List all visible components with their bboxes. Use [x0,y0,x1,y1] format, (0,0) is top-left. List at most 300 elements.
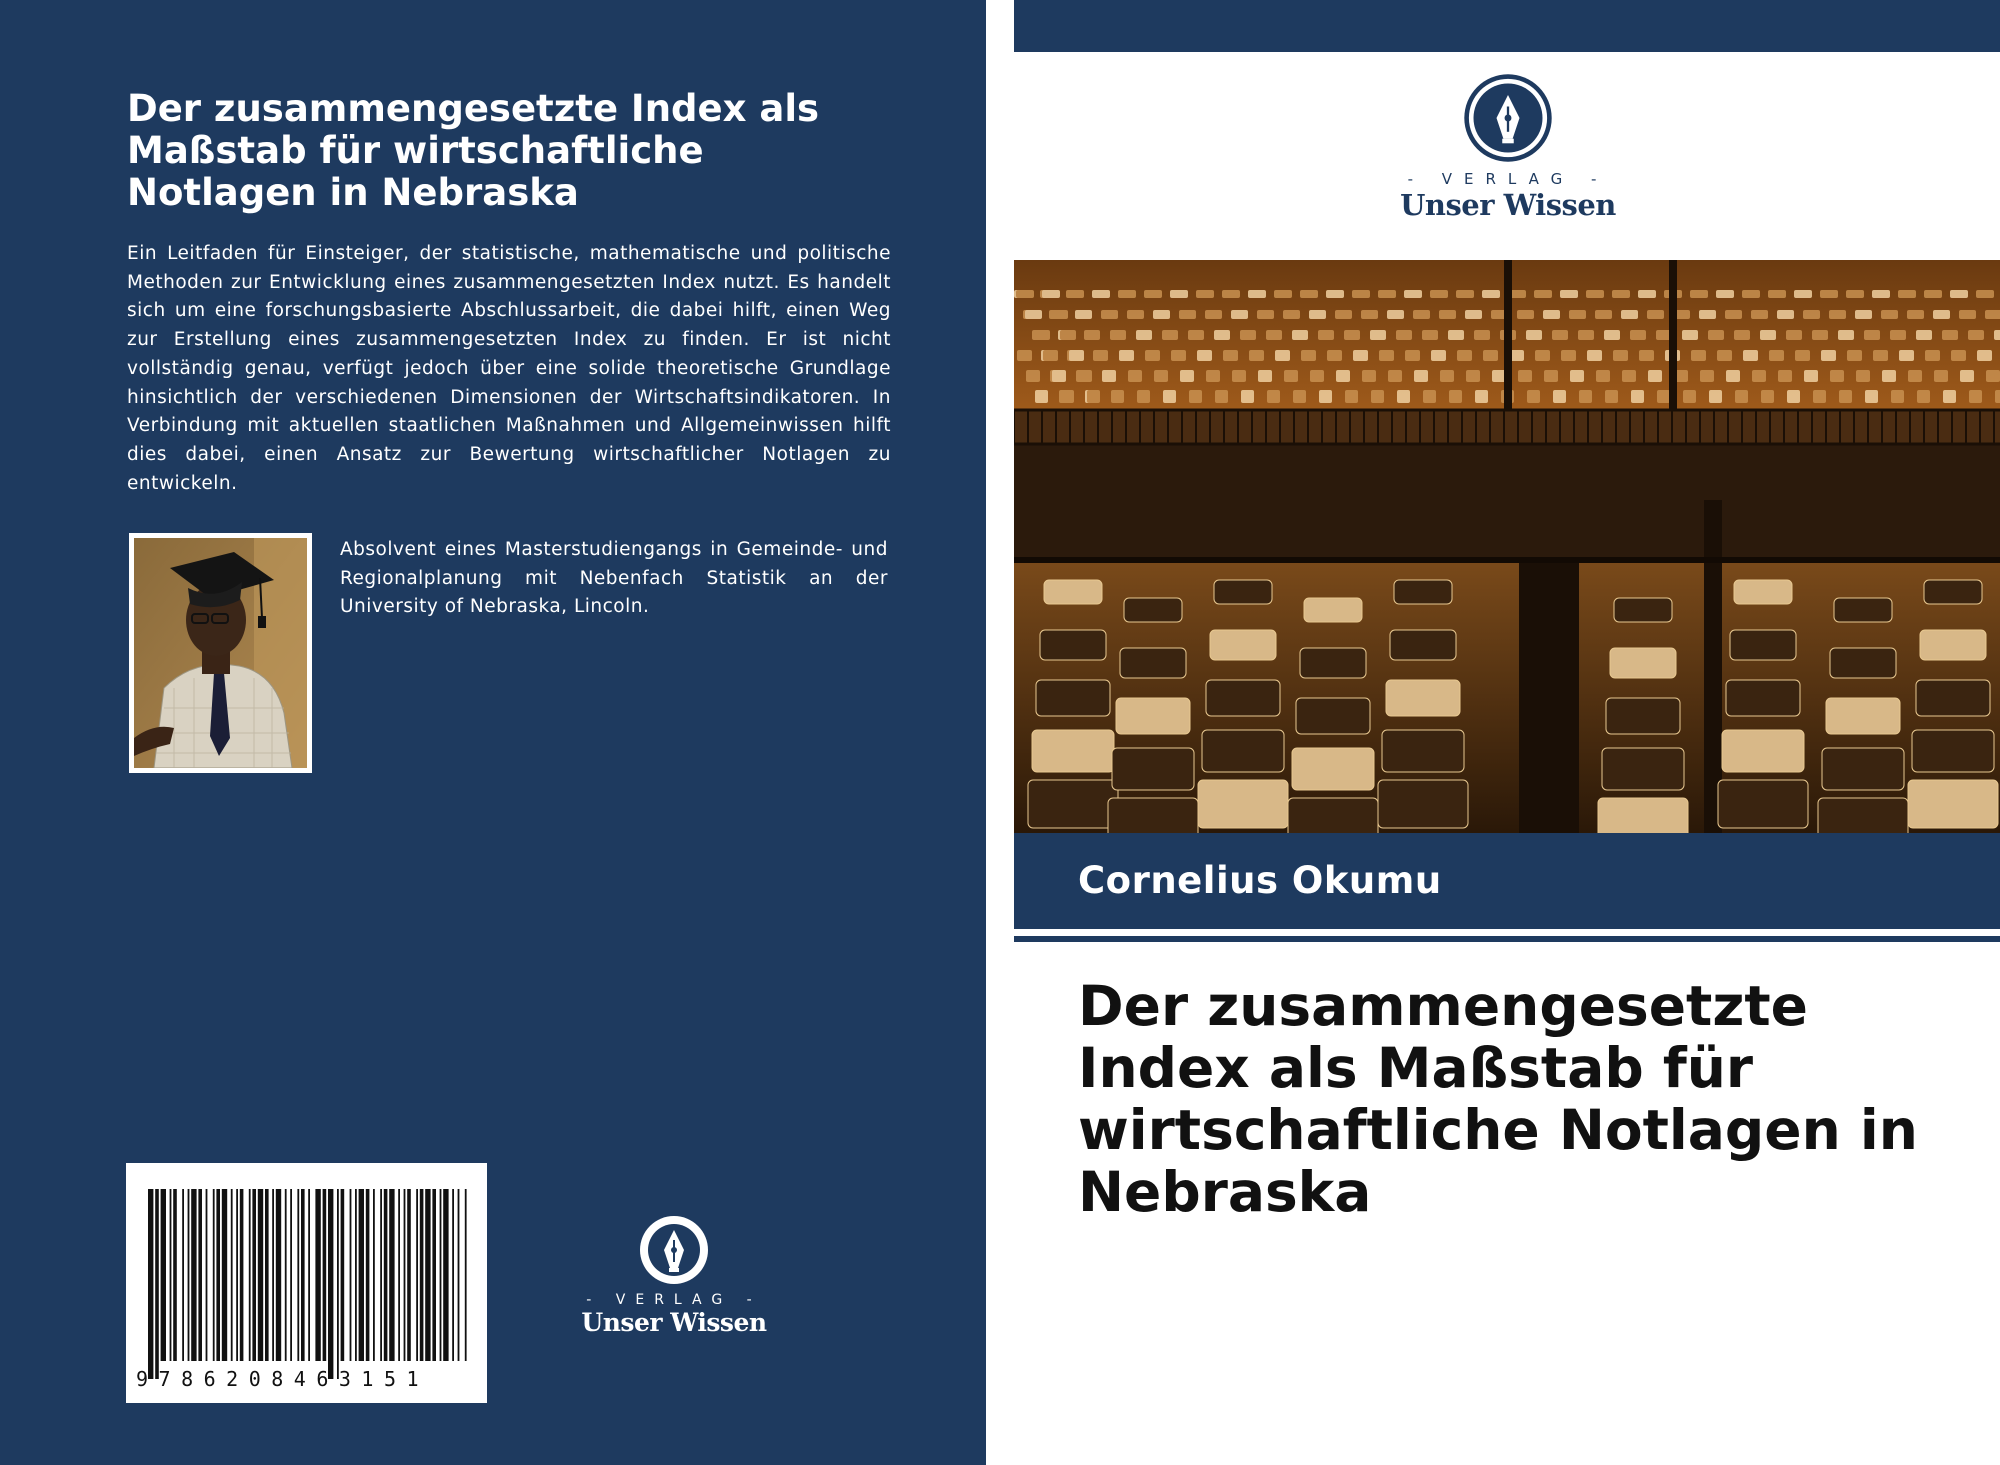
far-car [1257,310,1274,319]
back-logo-verlag: - VERLAG - [586,1292,762,1308]
far-car [1292,330,1308,340]
far-car [1196,290,1214,298]
far-car [1078,370,1092,382]
author-bio: Absolvent eines Masterstudiengangs in Gemeinde- und Regionalplanung mit Nebenfach Statistik an der University of Nebraska, Lincoln. [340,539,888,618]
far-car [1170,290,1188,298]
back-cover-title: Der zusammengesetzte Index als Maßstab für wirtschaftliche Notlagen in Nebraska [127,87,820,214]
far-car [1025,310,1042,319]
far-car [1899,350,1914,361]
far-car [1552,330,1568,340]
front-logo-verlag: - VERLAG - [1407,170,1609,188]
far-car [1060,330,1076,340]
far-car [1205,310,1222,319]
far-car [1761,390,1774,403]
far-car [1691,350,1706,361]
far-car [1518,370,1532,382]
far-car [1016,290,1034,298]
barcode-bar [170,1189,172,1361]
far-car [1839,390,1852,403]
far-car [1087,390,1100,403]
barcode-bar [350,1189,352,1361]
far-car [1890,330,1906,340]
far-car [1943,390,1956,403]
near-car [1028,780,1118,828]
far-car [1690,290,1708,298]
far-car [1066,290,1084,298]
barcode-bar [272,1189,274,1361]
far-car [1760,330,1776,340]
far-car [1639,350,1654,361]
far-car [1283,310,1300,319]
far-car [1439,310,1456,319]
far-car [1604,330,1620,340]
far-car [1950,290,1968,298]
near-car [1386,680,1460,716]
barcode-bar [301,1189,305,1361]
far-car [1778,370,1792,382]
far-car [1111,390,1124,403]
far-car [1017,350,1032,361]
far-car [1448,330,1464,340]
far-car [1534,290,1552,298]
barcode-bar [398,1189,400,1361]
far-car [1829,310,1846,319]
far-car [1700,370,1714,382]
far-car [1856,370,1870,382]
far-car [1309,310,1326,319]
near-car [1116,698,1190,734]
far-car [1215,390,1228,403]
barcode-bar [404,1189,406,1361]
near-car [1304,598,1362,622]
far-car [1457,350,1472,361]
far-car [1248,290,1266,298]
near-car [1726,680,1800,716]
far-car [1397,390,1410,403]
near-car [1032,730,1114,772]
back-cover-blurb: Ein Leitfaden für Einsteiger, der statistische, mathematische und politische Methoden zur Entwicklung eines zusammengesetzten Index nutzt. Es handelt sich um eine forschungsbasierte Abschlussarbeit, die dabei hilft, einen Weg zur Erstellung eines zusammengesetzten Index zu finden. Er ist nicht vollständig genau, verfügt jedoch über eine solide theoretische Grundlage hinsichtlich der verschiedenen Dimensionen der Wirtschaftsindikatoren. In Verbindung mit aktuellen staatlichen Maßnahmen und Allgemeinwissen hilft dies dabei, einen Ansatz zur Bewertung wirtschaftlicher Notlagen zu entwickeln. [127,243,891,494]
far-car [1327,350,1342,361]
barcode-bar [366,1189,370,1361]
far-car [1613,350,1628,361]
far-car [1414,370,1428,382]
barcode-bar [249,1189,251,1361]
far-car [1612,290,1630,298]
far-car [1413,310,1430,319]
far-car [1069,350,1084,361]
near-car [1300,648,1366,678]
near-car [1198,780,1288,828]
far-car [1465,310,1482,319]
barcode-bar [258,1189,263,1361]
far-car [1647,310,1664,319]
barcode-bar [465,1189,467,1361]
far-car [1240,330,1256,340]
front-cover-title: Der zusammengesetzte Index als Maßstab für wirtschaftliche Notlagen in Nebraska [1078,974,1918,1224]
far-car [1527,390,1540,403]
far-car [1560,290,1578,298]
far-car [1752,370,1766,382]
far-car [1061,390,1074,403]
barcode-bar [198,1189,202,1361]
far-car [1214,330,1230,340]
far-car [1301,350,1316,361]
near-car [1108,798,1198,833]
far-car [1127,310,1144,319]
near-car [1916,680,1990,716]
near-car [1390,630,1456,660]
far-car [1638,290,1656,298]
near-car [1924,580,1982,604]
far-car [1145,350,1160,361]
far-car [1699,310,1716,319]
far-car [1631,390,1644,403]
far-car [1725,310,1742,319]
far-car [1179,310,1196,319]
far-car [1052,370,1066,382]
far-car [1708,330,1724,340]
far-car [1274,290,1292,298]
near-car [1826,698,1900,734]
far-car [1578,330,1594,340]
barcode-bar [425,1189,430,1361]
far-car [1492,370,1506,382]
far-car [1648,370,1662,382]
far-car [1907,310,1924,319]
far-car [1916,330,1932,340]
near-car [1044,580,1102,604]
far-car [1777,310,1794,319]
far-car [1812,330,1828,340]
far-car [1300,290,1318,298]
far-car [1378,290,1396,298]
near-car [1606,698,1680,734]
near-car [1378,780,1468,828]
barcode-bar [315,1189,320,1361]
barcode-bar [148,1189,153,1379]
far-car [1716,290,1734,298]
far-car [1908,370,1922,382]
cover-photo [1014,260,2000,833]
far-car [1188,330,1204,340]
far-car [1466,370,1480,382]
far-car [1596,370,1610,382]
far-car [1136,330,1152,340]
isbn-digits: 9786208463151 [136,1367,430,1391]
far-car [1231,310,1248,319]
far-car [1803,310,1820,319]
far-car [1933,310,1950,319]
near-car [1718,780,1808,828]
far-car [1084,330,1100,340]
barcode-bar [432,1189,436,1361]
far-car [1526,330,1542,340]
far-car [1034,330,1050,340]
far-car [1569,310,1586,319]
far-car [1846,290,1864,298]
far-car [1154,370,1168,382]
far-car [1595,310,1612,319]
far-car [1284,370,1298,382]
far-car [1405,350,1420,361]
far-car [1786,330,1802,340]
far-car [1968,330,1984,340]
far-car [1553,390,1566,403]
back-cover [0,0,986,1465]
far-car [1344,330,1360,340]
near-car [1394,580,1452,604]
far-car [1977,350,1992,361]
far-car [1223,350,1238,361]
far-car [1898,290,1916,298]
barcode-bar [285,1189,287,1361]
near-car [1610,648,1676,678]
far-car [1319,390,1332,403]
far-car [1709,390,1722,403]
far-car [1951,350,1966,361]
barcode-bar [290,1189,292,1361]
far-car [1275,350,1290,361]
far-car [1267,390,1280,403]
near-car [1614,598,1672,622]
barcode-bar [380,1189,382,1361]
far-car [1102,370,1116,382]
fountain-pen-nib-seal-icon [1462,72,1554,164]
spine [986,0,1014,1465]
far-car [1630,330,1646,340]
barcode-bar [308,1189,310,1361]
far-car [1682,330,1698,340]
far-car [1794,290,1812,298]
far-car [1075,310,1092,319]
far-car [1994,330,2000,340]
near-car [1288,798,1378,833]
far-car [1110,330,1126,340]
far-car [1657,390,1670,403]
far-car [1042,290,1060,298]
barcode-bar [191,1189,196,1361]
far-car [1882,370,1896,382]
far-car [1821,350,1836,361]
far-car [1830,370,1844,382]
near-car [1382,730,1464,772]
far-car [1917,390,1930,403]
far-car [1353,350,1368,361]
near-car [1210,630,1276,660]
far-car [1336,370,1350,382]
far-car [1847,350,1862,361]
front-publisher-logo [1358,72,1658,222]
far-car [1118,290,1136,298]
barcode-bar [420,1189,424,1361]
far-car [1474,330,1490,340]
near-car [1834,598,1892,622]
far-car [1449,390,1462,403]
far-car [1318,330,1334,340]
far-car [1795,350,1810,361]
near-car [1908,780,1998,828]
far-car [1119,350,1134,361]
near-car [1730,630,1796,660]
author-photo [129,533,312,773]
far-car [1873,350,1888,361]
far-car [1959,310,1976,319]
barcode-bar [231,1189,233,1361]
far-car [1404,290,1422,298]
far-car [1266,330,1282,340]
author-name: Cornelius Okumu [1078,859,1442,902]
near-car [1830,648,1896,678]
barcode-bar [213,1189,215,1361]
near-car [1598,798,1688,833]
far-car [1423,390,1436,403]
far-car [1258,370,1272,382]
barcode-bar [276,1189,281,1361]
far-car [1345,390,1358,403]
far-car [1162,330,1178,340]
far-car [1180,370,1194,382]
far-car [1924,290,1942,298]
far-car [1726,370,1740,382]
near-car [1722,730,1804,772]
far-car [1517,310,1534,319]
barcode-bar [236,1189,238,1361]
barcode-bar [328,1189,333,1379]
far-car [1422,330,1438,340]
far-car [1163,390,1176,403]
far-car [1622,370,1636,382]
near-car [1920,630,1986,660]
divider-rule [1014,936,2000,942]
far-car [1865,390,1878,403]
far-car [1787,390,1800,403]
back-logo-name: Unser Wissen [581,1308,767,1337]
far-car [1820,290,1838,298]
near-car [1202,730,1284,772]
far-car [1605,390,1618,403]
barcode-bar [188,1189,190,1361]
near-car [1912,730,1994,772]
far-car [1743,350,1758,361]
barcode-bar [337,1189,339,1379]
far-car [1051,310,1068,319]
far-car [1717,350,1732,361]
far-car [1388,370,1402,382]
far-car [1969,390,1982,403]
barcode-bar [240,1189,244,1361]
far-car [1985,310,2000,319]
far-car [1197,350,1212,361]
far-car [1543,310,1560,319]
barcode-bar [389,1189,394,1361]
far-car [1587,350,1602,361]
barcode-bar [443,1189,448,1361]
barcode-bar [407,1189,411,1361]
far-car [1387,310,1404,319]
far-car [1128,370,1142,382]
near-car [1822,748,1904,790]
far-car [1222,290,1240,298]
far-car [1035,390,1048,403]
front-top-bar [1014,0,2000,52]
far-car [1137,390,1150,403]
author-band [1014,833,2000,929]
far-car [1976,290,1994,298]
near-car [1296,698,1370,734]
far-car [1362,370,1376,382]
near-car [1112,748,1194,790]
far-car [1189,390,1202,403]
far-car [1813,390,1826,403]
far-car [1092,290,1110,298]
front-logo-name: Unser Wissen [1400,188,1616,222]
barcode-bar [173,1189,177,1361]
far-car [1370,330,1386,340]
barcode-bar [216,1189,220,1361]
far-car [1742,290,1760,298]
far-car [1101,310,1118,319]
far-car [1986,370,2000,382]
far-car [1561,350,1576,361]
far-car [1544,370,1558,382]
isbn-barcode [126,1163,487,1403]
barcode-bar [359,1189,364,1361]
far-car [1579,390,1592,403]
barcode-bar [341,1189,345,1361]
far-car [1735,390,1748,403]
near-car [1124,598,1182,622]
far-car [1371,390,1384,403]
barcode-bar [265,1189,269,1361]
far-car [1838,330,1854,340]
barcode-bar [355,1189,357,1361]
far-car [1483,350,1498,361]
far-car [1855,310,1872,319]
far-car [1769,350,1784,361]
far-car [1586,290,1604,298]
far-car [1925,350,1940,361]
far-car [1361,310,1378,319]
near-car [1120,648,1186,678]
barcode-bar [323,1189,327,1361]
far-car [1683,390,1696,403]
barcode-bar [458,1189,460,1361]
barcode-bar [452,1189,454,1361]
far-car [1768,290,1786,298]
far-car [1751,310,1768,319]
barcode-bar [384,1189,388,1361]
far-car [1043,350,1058,361]
far-car [1379,350,1394,361]
far-car [1430,290,1448,298]
barcode-bar [182,1189,184,1361]
far-car [1570,370,1584,382]
far-car [1535,350,1550,361]
far-car [1804,370,1818,382]
far-car [1456,290,1474,298]
far-car [1232,370,1246,382]
barcode-bar [416,1189,418,1361]
far-car [1241,390,1254,403]
far-car [1206,370,1220,382]
barcode-bar [440,1189,442,1361]
near-car [1292,748,1374,790]
barcode-bar [206,1189,208,1361]
barcode-bar [161,1189,166,1361]
barcode-bar [297,1189,299,1361]
far-car [1891,390,1904,403]
author-portrait-image [134,538,307,768]
